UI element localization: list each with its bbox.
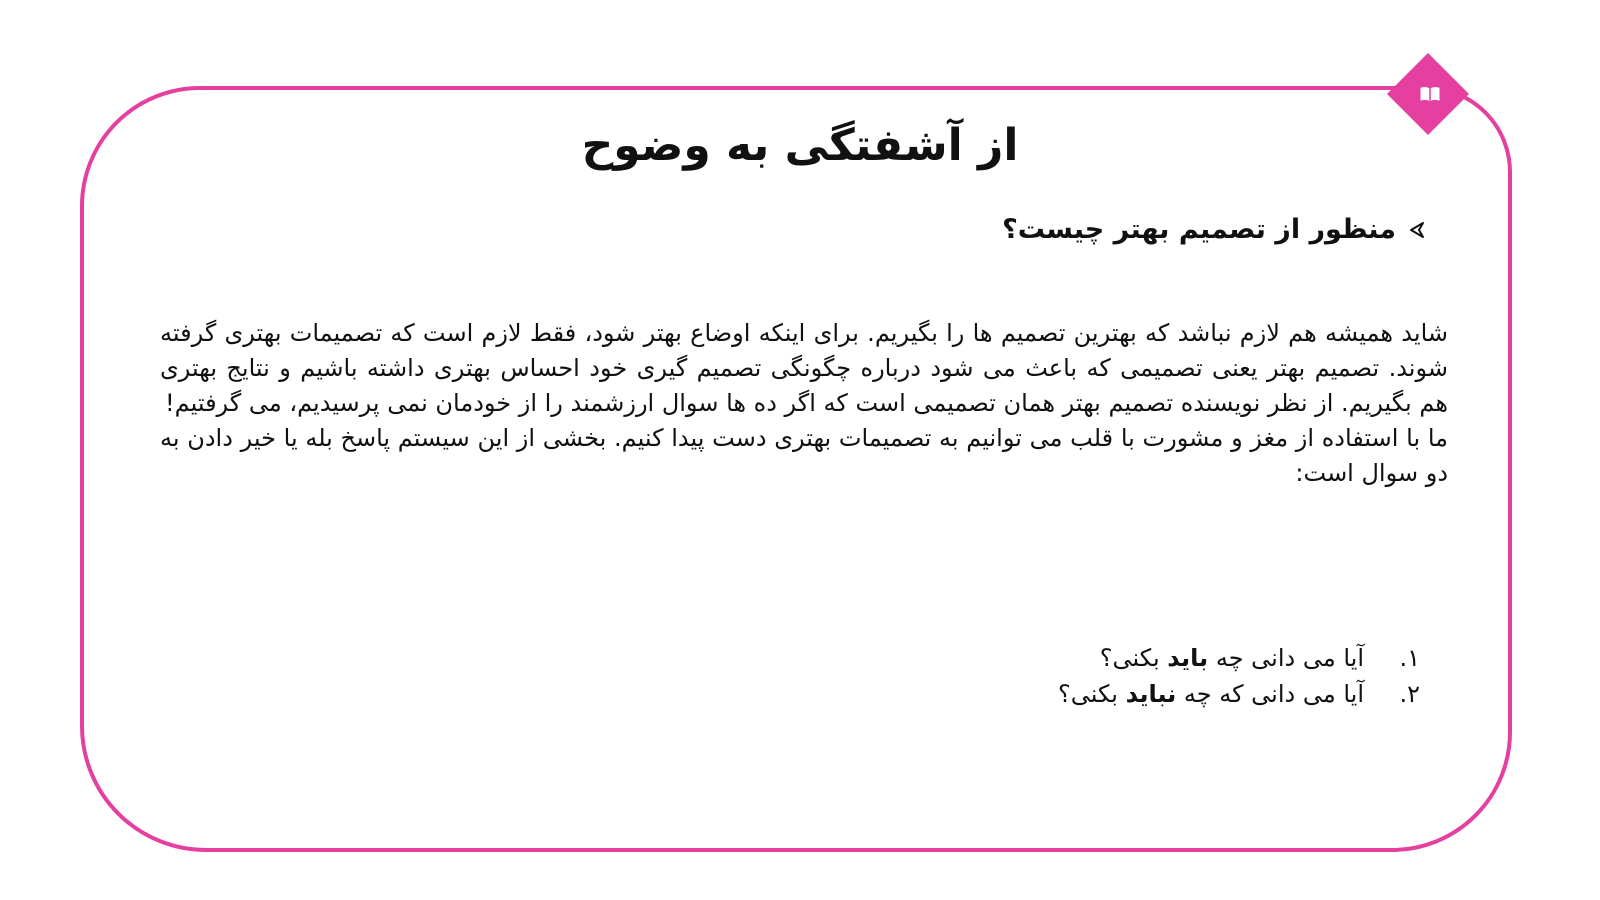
numbered-list <box>1058 640 1420 712</box>
arrowhead-icon <box>1408 221 1426 239</box>
book-icon <box>1420 86 1440 102</box>
list-item-emphasis: نباید <box>1125 680 1177 708</box>
list-item-after: بکنی؟ <box>1099 644 1160 672</box>
body-text <box>160 316 1448 491</box>
list-item-text <box>1058 676 1364 712</box>
question-text: منظور از تصمیم بهتر چیست؟ <box>1002 214 1396 245</box>
page-title: از آشفتگی به وضوح <box>581 120 1019 171</box>
list-item <box>1058 676 1420 712</box>
list-item-after: بکنی؟ <box>1058 680 1118 708</box>
list-number: ۲. <box>1399 680 1420 708</box>
paragraph-1: شاید همیشه هم لازم نباشد که بهترین تصمیم ها را بگیریم. برای اینکه اوضاع بهتر شود، فقط لازم است که تصمیمات بهتری گرفته شوند. تصمیم بهتر یعنی تصمیمی که باعث می شود درباره چگونگی تصمیم گیری خود احساس بهتری داشته باشیم و نتایج بهتری هم بگیریم. از نظر نویسنده تصمیم بهتر همان تصمیمی است که اگر ده ها سوال ارزشمند را از خودمان نمی پرسیدیم، می گرفتیم! <box>160 319 1448 417</box>
list-item-before: آیا می دانی که چه <box>1183 680 1364 708</box>
list-item-before: آیا می دانی چه <box>1215 644 1364 672</box>
paragraph-2: ما با استفاده از مغز و مشورت با قلب می توانیم به تصمیمات بهتری دست پیدا کنیم. بخشی از این سیستم پاسخ بله یا خیر دادن به دو سوال است: <box>160 424 1448 487</box>
list-number: ۱. <box>1399 644 1420 672</box>
list-item-text <box>1100 640 1364 676</box>
list-item <box>1058 640 1420 676</box>
list-item-emphasis: باید <box>1167 644 1209 672</box>
question-heading <box>1002 212 1426 248</box>
